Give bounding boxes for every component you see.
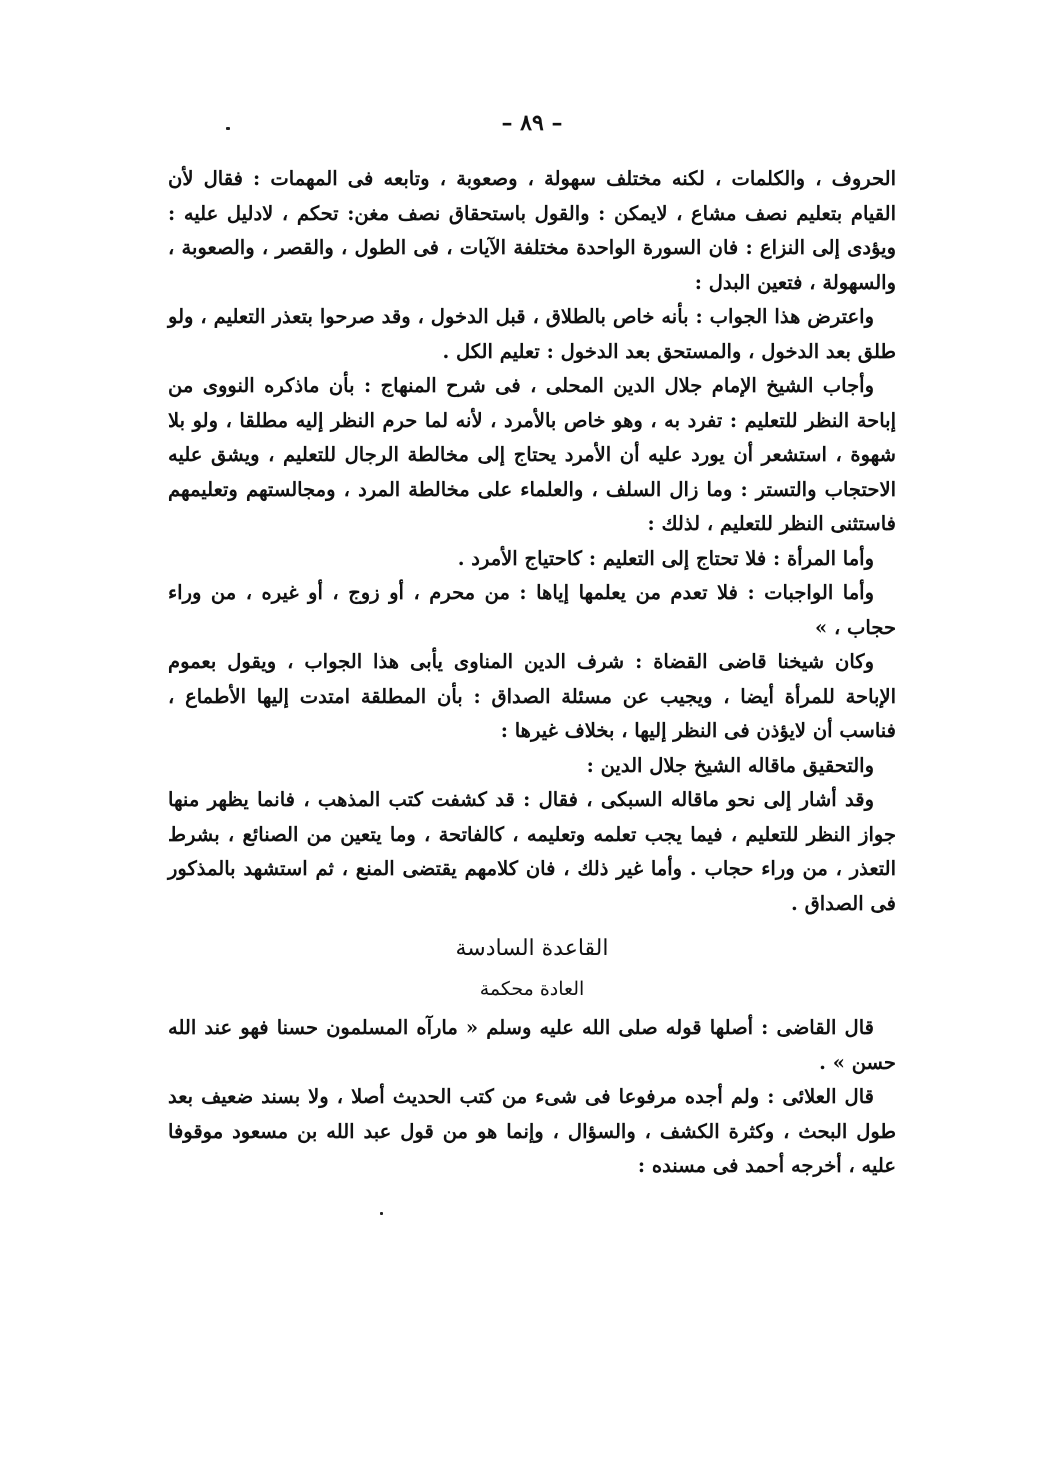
paragraph: قال القاضى : أصلها قوله صلى الله عليه وسلم « مارآه المسلمون حسنا فهو عند الله حسن » . bbox=[168, 1016, 896, 1074]
paragraph: والتحقيق ماقاله الشيخ جلال الدين : bbox=[586, 753, 874, 777]
page-number: – ٨٩ – bbox=[501, 110, 563, 136]
paragraph: الحروف ، والكلمات ، لكنه مختلف سهولة ، وصعوبة ، وتابعه فى المهمات : فقال لأن القيام بتعليم نصف مشاع ، لايمكن : والقول باستحقاق نصف مغن: تحكم ، لادليل عليه : ويؤدى إلى النزاع : فان السورة الواحدة مختلفة الآيات ، فى الطول ، والقصر ، والصعوبة ، والسهولة ، فتعين البدل : bbox=[168, 167, 896, 294]
body-bottom bbox=[168, 1011, 896, 1184]
paragraph: وكان شيخنا قاضى القضاة : شرف الدين المناوى يأبى هذا الجواب ، ويقول بعموم الإباحة للمرأة أيضا ، ويجيب عن مسئلة الصداق : بأن المطلقة امتدت إليها الأطماع ، فناسب أن لايؤذن فى النظر إليها ، بخلاف غيرها : bbox=[168, 650, 896, 742]
paragraph: وأما المرأة : فلا تحتاج إلى التعليم : كاحتياج الأمرد . bbox=[457, 546, 874, 570]
paragraph: واعترض هذا الجواب : بأنه خاص بالطلاق ، قبل الدخول ، وقد صرحوا بتعذر التعليم ، ولو طلق بعد الدخول ، والمستحق بعد الدخول : تعليم الكل . bbox=[168, 305, 896, 363]
ink-speck bbox=[380, 1212, 383, 1215]
section-subtitle: العادة محكمة bbox=[479, 978, 585, 1000]
paragraph: وأما الواجبات : فلا تعدم من يعلمها إياها : من محرم ، أو زوج ، أو غيره ، من وراء حجاب ، » bbox=[168, 581, 896, 639]
body-top bbox=[168, 162, 896, 921]
paragraph: قال العلائى : ولم أجده مرفوعا فى شىء من كتب الحديث أصلا ، ولا بسند ضعيف بعد طول البحث ، وكثرة الكشف ، والسؤال ، وإنما هو من قول عبد الله بن مسعود موقوفا عليه ، أخرجه أحمد فى مسنده : bbox=[168, 1085, 896, 1177]
paragraph: وأجاب الشيخ الإمام جلال الدين المحلى ، فى شرح المنهاج : بأن ماذكره النووى من إباحة النظر للتعليم : تفرد به ، وهو خاص بالأمرد ، لأنه لما حرم النظر إليه مطلقا ، ولو بلا شهوة ، استشعر أن يورد عليه أن الأمرد يحتاج إلى مخالطة الرجال للتعليم ، ويشق عليه الاحتجاب والتستر : وما زال السلف ، والعلماء على مخالطة المرد ، ومجالستهم وتعليمهم فاستثنى النظر للتعليم ، لذلك : bbox=[168, 374, 896, 535]
document-page bbox=[168, 110, 896, 1184]
section-title: القاعدة السادسة bbox=[455, 936, 609, 961]
paragraph: وقد أشار إلى نحو ماقاله السبكى ، فقال : قد كشفت كتب المذهب ، فانما يظهر منها جواز النظر للتعليم ، فيما يجب تعلمه وتعليمه ، كالفاتحة ، وما يتعين من الصنائع ، بشرط التعذر ، من وراء حجاب . وأما غير ذلك ، فان كلامهم يقتضى المنع ، ثم استشهد بالمذكور فى الصداق . bbox=[168, 788, 896, 915]
